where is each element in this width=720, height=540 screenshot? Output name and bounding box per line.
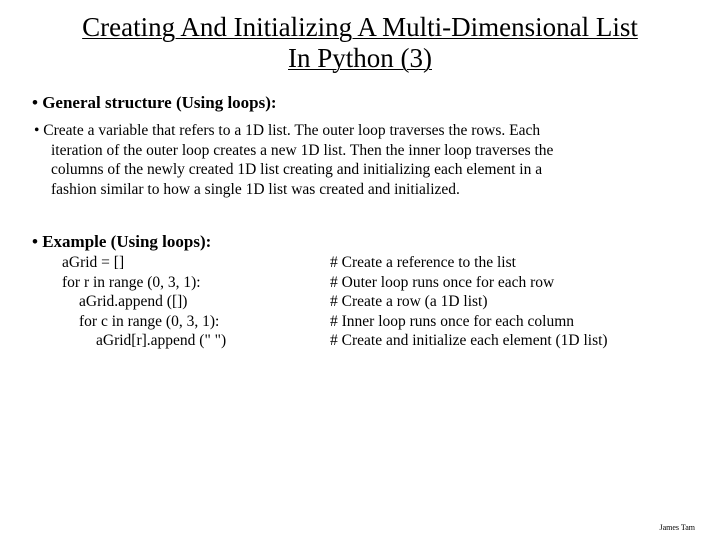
description-line: columns of the newly created 1D list creating and initializing each element in a [51, 161, 543, 178]
comment-line: # Inner loop runs once for each column [330, 312, 575, 330]
comment-line: # Create and initialize each element (1D list) [330, 332, 608, 349]
comment-line: # Create a row (a 1D list) [330, 293, 488, 310]
comment-line: # Outer loop runs once for each row [330, 273, 555, 291]
description-paragraph [34, 121, 674, 199]
author-footer: James Tam [659, 523, 695, 532]
comment-line: # Create a reference to the list [330, 254, 516, 271]
code-line: aGrid.append ([]) [79, 293, 188, 310]
description-line: iteration of the outer loop creates a new 1D list. Then the inner loop traverses the [51, 141, 554, 159]
comment-block [330, 253, 608, 351]
code-line: aGrid = [] [62, 254, 125, 271]
code-line: for r in range (0, 3, 1): [62, 273, 201, 291]
general-structure-bullet: • General structure (Using loops): [32, 93, 277, 112]
title-line-2: In Python (3) [288, 43, 432, 73]
slide-title [20, 12, 700, 74]
description-line: fashion similar to how a single 1D list was created and initialized. [51, 180, 460, 198]
example-bullet: • Example (Using loops): [32, 232, 212, 251]
code-block [62, 253, 226, 351]
title-line-1: Creating And Initializing A Multi-Dimensional List [82, 12, 638, 42]
code-line: aGrid[r].append (" ") [96, 332, 227, 349]
code-line: for c in range (0, 3, 1): [79, 312, 220, 330]
description-line: • Create a variable that refers to a 1D list. The outer loop traverses the rows. Each [34, 122, 541, 139]
